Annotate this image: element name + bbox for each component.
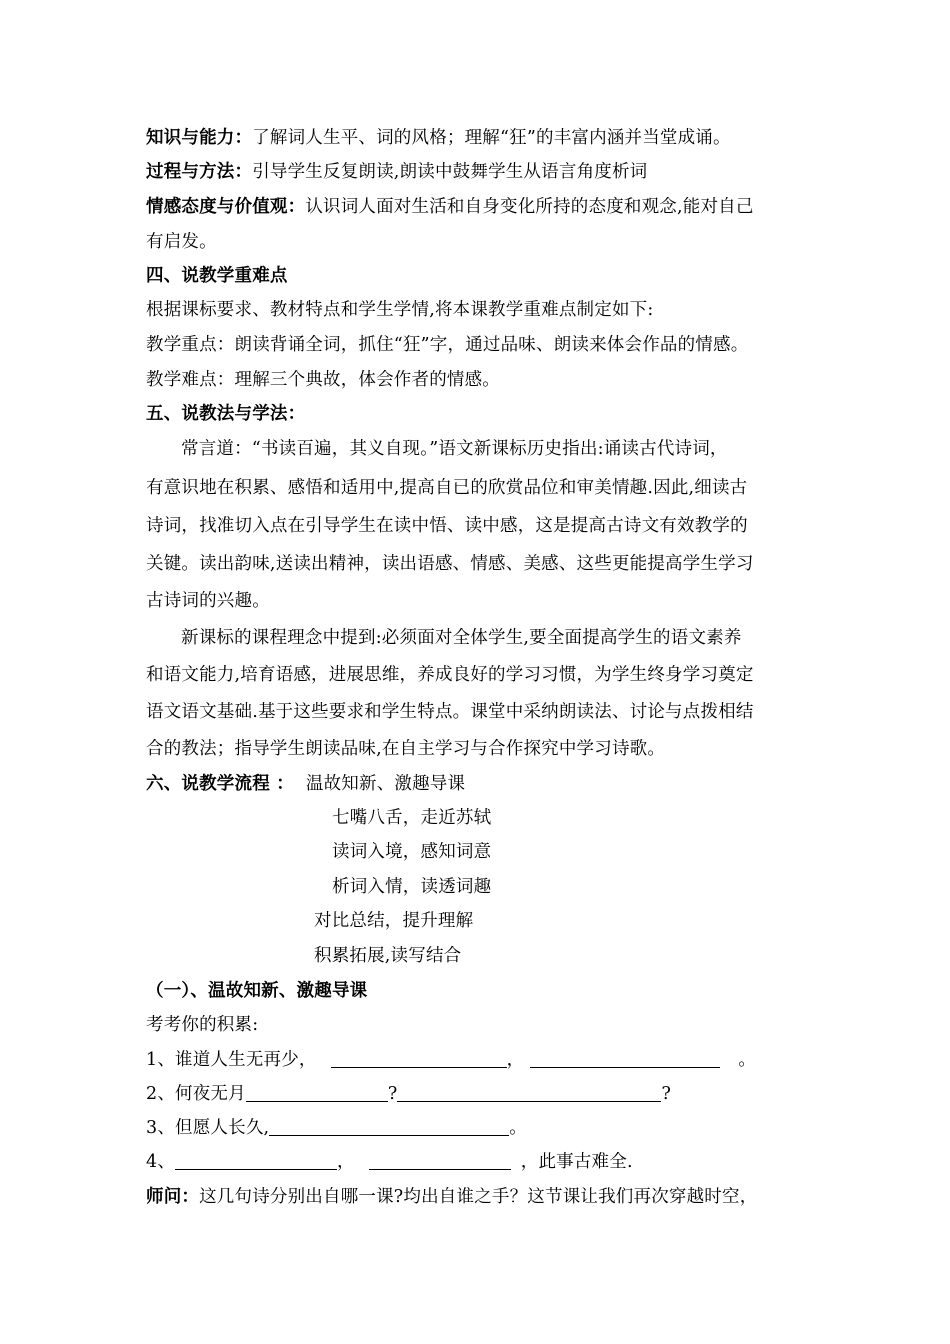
question-text: 3、但愿人长久, [146, 1118, 270, 1138]
teaching-difficulty: 教学难点：理解三个典故，体会作者的情感。 [146, 370, 500, 390]
flow-step: 积累拓展,读写结合 [314, 946, 462, 966]
objective-text: 了解词人生平、词的风格；理解“狂”的丰富内涵并当堂成诵。 [252, 128, 731, 148]
teacher-text: 这几句诗分别出自哪一课?均出自谁之手？这节课让我们再次穿越时空， [199, 1187, 758, 1207]
question-text: ? [387, 1084, 398, 1104]
paragraph-line: 常言道：“书读百遍，其义自现。”语文新课标历史指出:诵读古代诗词， [181, 439, 728, 459]
question-text: ，此事古难全. [520, 1152, 633, 1172]
objective-process [146, 160, 647, 184]
answer-blank[interactable] [175, 1151, 337, 1170]
paragraph-line: 语文语文基础.基于这些要求和学生特点。课堂中采纳朗读法、讨论与点拨相结 [146, 702, 754, 722]
teacher-label: 师问： [146, 1187, 200, 1207]
question-text: 。 [738, 1050, 757, 1070]
section5-heading: 五、说教法与学法： [146, 404, 306, 424]
answer-blank[interactable] [331, 1049, 507, 1068]
section6-heading-row [146, 772, 465, 796]
section4-intro: 根据课标要求、教材特点和学生学情,将本课教学重难点制定如下: [146, 300, 654, 320]
objective-text: 引导学生反复朗读,朗读中鼓舞学生从语言角度析词 [252, 162, 648, 182]
paragraph-line: 古诗词的兴趣。 [146, 591, 270, 611]
objective-label: 过程与方法： [146, 162, 253, 182]
quiz-question-2 [146, 1082, 671, 1106]
paragraph-line: 合的教法；指导学生朗读品味,在自主学习与合作探究中学习诗歌。 [146, 739, 666, 759]
objective-emotion-continued: 有启发。 [146, 232, 217, 252]
question-text: 。 [509, 1118, 527, 1138]
answer-blank[interactable] [269, 1117, 509, 1136]
teacher-question [146, 1185, 757, 1209]
paragraph-line: 和语文能力,培育语感，进展思维，养成良好的学习习惯，为学生终身学习奠定 [146, 665, 754, 685]
answer-blank[interactable] [369, 1151, 511, 1170]
flow-step: 对比总结，提升理解 [314, 911, 474, 931]
question-text: ? [661, 1084, 672, 1104]
quiz-intro: 考考你的积累: [146, 1015, 259, 1035]
flow-step: 温故知新、激趣导课 [305, 774, 466, 794]
answer-blank[interactable] [246, 1083, 388, 1102]
question-text: 2、何夜无月 [146, 1084, 246, 1104]
objective-text: 认识词人面对生活和自身变化所持的态度和观念,能对自己 [305, 197, 754, 217]
paragraph-line: 新课标的课程理念中提到:必须面对全体学生,要全面提高学生的语文素养 [181, 628, 742, 648]
flow-step: 析词入情，读透词趣 [332, 877, 492, 897]
quiz-question-1 [146, 1048, 756, 1072]
objective-label: 知识与能力： [146, 128, 253, 148]
objective-knowledge [146, 126, 731, 150]
section6-heading: 六、说教学流程 ： [146, 774, 294, 794]
question-text: 4、 [146, 1152, 176, 1172]
objective-label: 情感态度与价值观： [146, 197, 306, 217]
section4-heading: 四、说教学重难点 [146, 266, 288, 286]
objective-emotion [146, 195, 754, 219]
question-text: ， [506, 1050, 525, 1070]
quiz-question-3 [146, 1116, 527, 1140]
paragraph-line: 诗词，找准切入点在引导学生在读中悟、读中感，这是提高古诗文有效教学的 [146, 516, 748, 536]
part1-heading: （一）、温故知新、激趣导课 [146, 981, 368, 1001]
question-text: 1、谁道人生无再少， [146, 1050, 317, 1070]
question-text: ， [337, 1152, 355, 1172]
flow-step: 七嘴八舌，走近苏轼 [332, 808, 492, 828]
flow-step: 读词入境，感知词意 [332, 842, 492, 862]
answer-blank[interactable] [530, 1049, 720, 1068]
paragraph-line: 有意识地在积累、感悟和适用中,提高自已的欣赏品位和审美情趣.因此,细读古 [146, 478, 748, 498]
paragraph-line: 关键。读出韵味,送读出精神，读出语感、情感、美感、这些更能提高学生学习 [146, 554, 754, 574]
teaching-key-point: 教学重点：朗读背诵全词，抓住“狂”字，通过品味、朗读来体会作品的情感。 [146, 335, 749, 355]
answer-blank[interactable] [397, 1083, 661, 1102]
quiz-question-4 [146, 1150, 633, 1174]
